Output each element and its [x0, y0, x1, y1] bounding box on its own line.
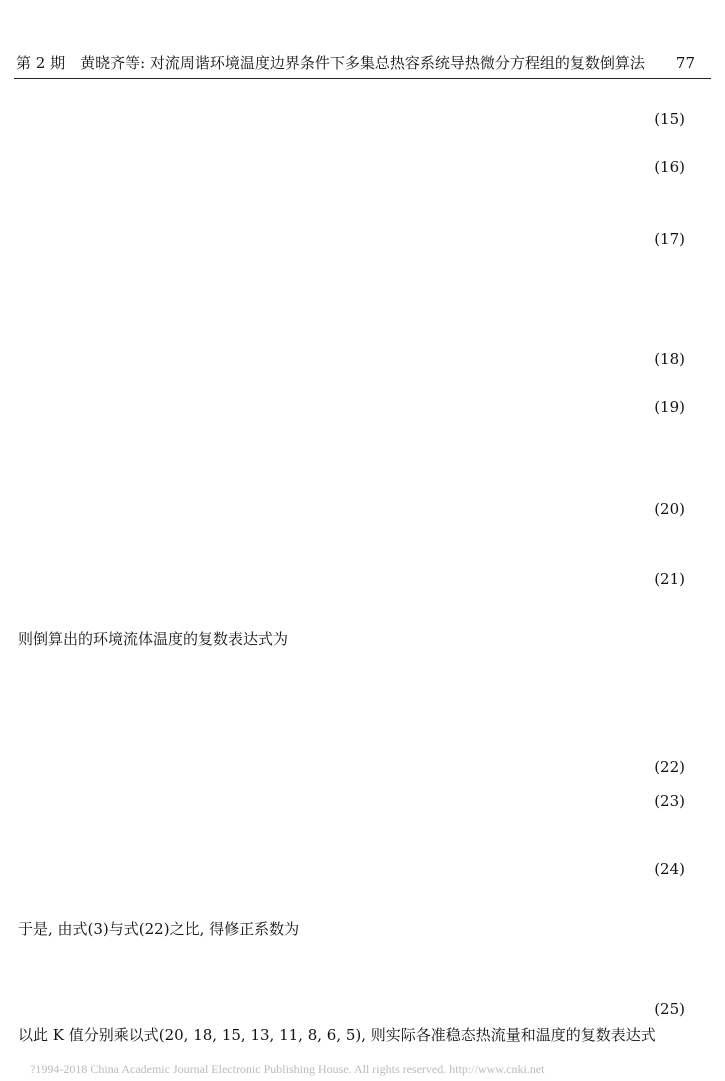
page-number: 77 [675, 54, 695, 72]
equation-number-16: (16) [654, 158, 685, 176]
equation-number-24: (24) [654, 860, 685, 878]
equation-15-body [16, 100, 625, 140]
equation-number-22: (22) [654, 758, 685, 776]
copyright-footer: ?1994-2018 China Academic Journal Electronic Publishing House. All rights reserved. http://www.cnki.net [30, 1062, 545, 1076]
equation-number-25: (25) [654, 1000, 685, 1018]
header-title: 第 2 期 黄晓齐等: 对流周谐环境温度边界条件下多集总热容系统导热微分方程组的复数倒算法 [16, 54, 645, 72]
paragraph-text: 于是, 由式(3)与式(22)之比, 得修正系数为 [18, 920, 300, 938]
equation-number-20: (20) [654, 500, 685, 518]
equation-number-17: (17) [654, 230, 685, 248]
header-rule [14, 78, 711, 79]
paragraph-text: 以此 K 值分别乘以式(20, 18, 15, 13, 11, 8, 6, 5), 则实际各准稳态热流量和温度的复数表达式 [18, 1026, 656, 1044]
equation-number-15: (15) [654, 110, 685, 128]
running-header [0, 52, 725, 74]
equation-number-21: (21) [654, 570, 685, 588]
equation-number-23: (23) [654, 792, 685, 810]
equation-number-19: (19) [654, 398, 685, 416]
paragraph-text: 则倒算出的环境流体温度的复数表达式为 [18, 630, 289, 648]
equation-16-body [16, 150, 625, 190]
equation-number-18: (18) [654, 350, 685, 368]
